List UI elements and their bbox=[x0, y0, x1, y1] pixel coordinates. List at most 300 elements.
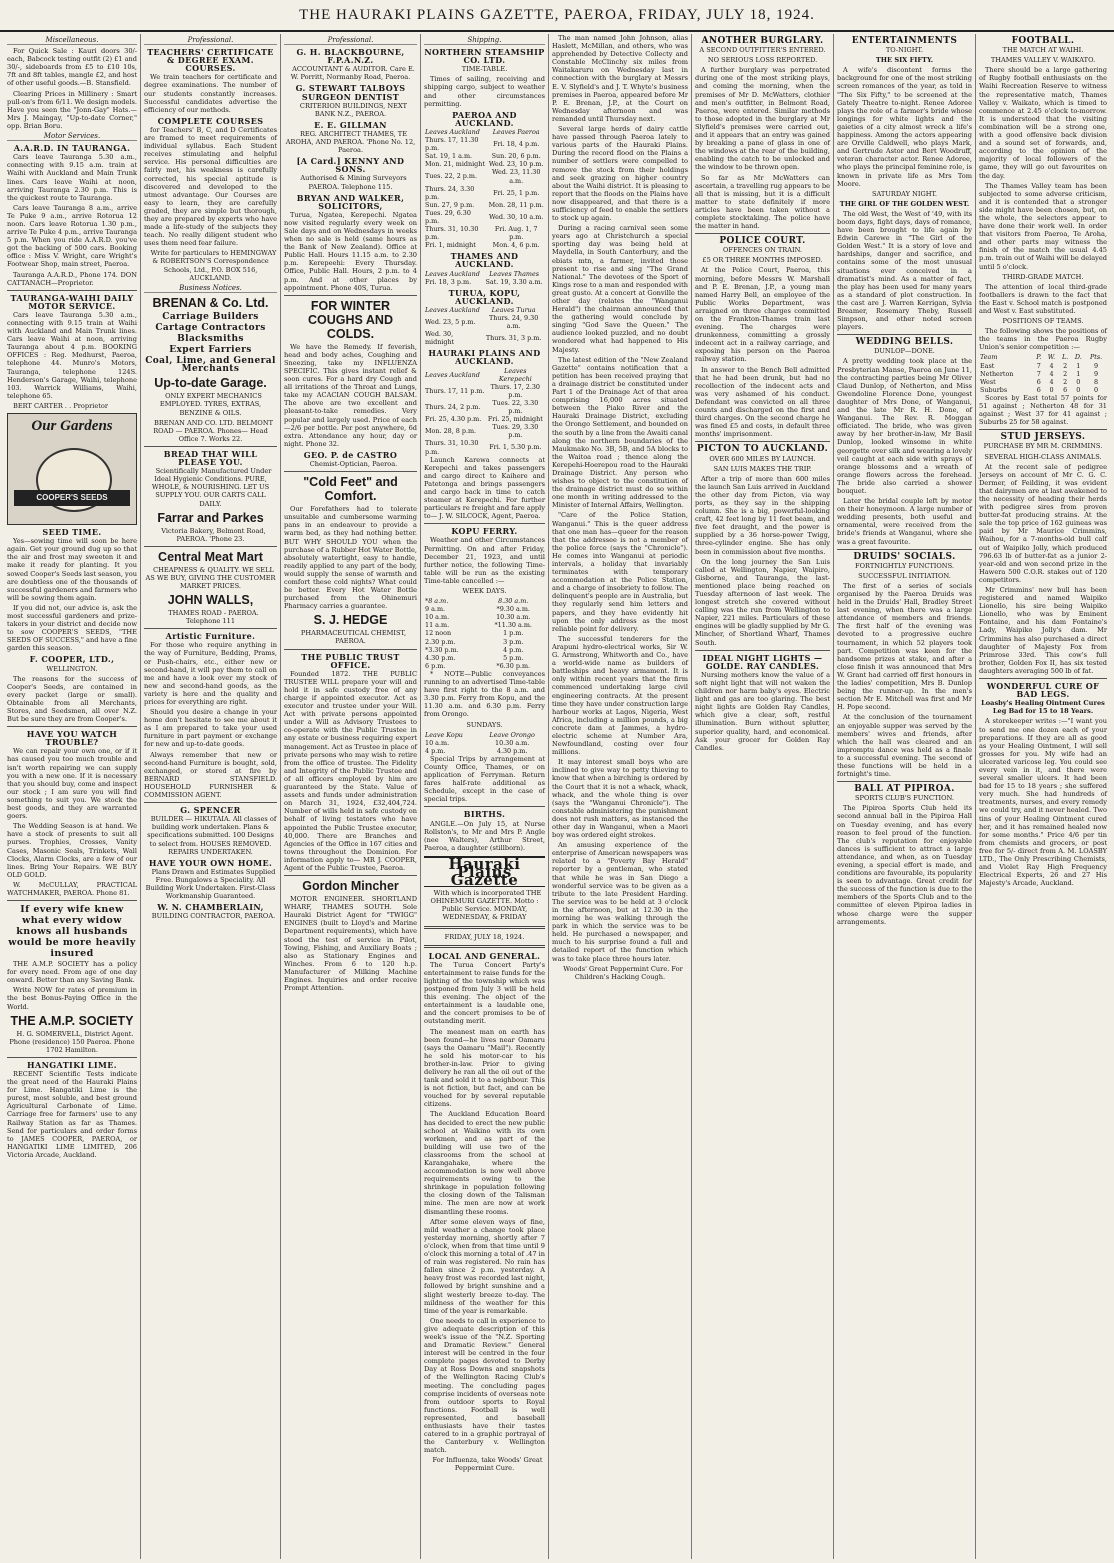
table-row bbox=[424, 605, 545, 613]
column-5 bbox=[549, 34, 692, 1559]
timetable bbox=[424, 731, 545, 755]
ad-text: Chemist-Optician, Paeroa. bbox=[309, 460, 398, 469]
table-row bbox=[424, 439, 545, 455]
article-text: There should be a large gathering of Rugby football enthusiasts on the Waihi Recreation Reserve to witness the representative match, Thames Valley v. Waikato, which is timed to commence at 2.45 o'clock to-morrow. It is understood that the visiting combination will be a strong one, with a good offensive back division and a sound set of forwards, and, according to the opinion of the majority of local followers of the game, they will go out favourites on the day. bbox=[979, 66, 1107, 180]
table-cell: 7 bbox=[1036, 361, 1041, 370]
ad-text: Write NOW for rates of premium in the best Bonus-Paying Office in the World. bbox=[7, 986, 137, 1011]
table-cell: Pts. bbox=[1089, 353, 1103, 362]
article-text: So far as Mr McWatters can ascertain, a travelling rug appears to be all that is missing, but it is a difficult matter to state definitely if more articles have been taken without a complete stocktaking. The police have the matter in hand. bbox=[695, 173, 830, 231]
table-cell: 4.30 p.m. bbox=[425, 653, 456, 662]
ad-heading: If every wife knew what every widow knows all husbands would be more heavily insured bbox=[8, 904, 136, 960]
timetable bbox=[424, 597, 545, 670]
ad-text: We train teachers for certificate and degree examinations. The number of our students constantly increases. Successful candidates advertise the efficiency of our methods. bbox=[144, 73, 277, 114]
table-cell: 8 bbox=[1094, 377, 1099, 386]
ad-heading: G. SPENCER bbox=[180, 805, 241, 816]
article-subheading: THIRD-GRADE MATCH. bbox=[1002, 272, 1084, 281]
table-cell: 9 bbox=[1094, 369, 1099, 378]
article-subheading: SAN LUIS MAKES THE TRIP. bbox=[713, 464, 812, 473]
ad-text: Cars leave Tauranga 5.30 a.m., connecting with 9.15 train at Waihi with Auckland and Main Trunk lines. Cars leave Waihi at noon, arriving Tauranga about 4 p.m. BOOKING OFFICES : Reg. Medhurst, Paeroa, telephone 44. Munro's Motors, Tauranga, telephone 124S. Henderson's Garage, Waihi, telephone 103. Warrick Williams, Waihi, telephone 65. bbox=[7, 310, 137, 400]
article-subheading: SUCCESSFUL INITIATION. bbox=[858, 571, 951, 580]
table-cell: Mon. 4, 6 p.m. bbox=[492, 241, 540, 250]
table-row bbox=[424, 423, 545, 439]
ad-text: THAMES ROAD - PAEROA. Telephone 111 bbox=[168, 609, 259, 626]
table-cell: D. bbox=[1074, 353, 1082, 362]
ad-heading: KOPU FERRY. bbox=[451, 526, 518, 537]
table-cell: Sun. 27, 9 p.m. bbox=[425, 200, 475, 209]
table-cell: Leaves Auckland bbox=[425, 305, 480, 314]
article-heading: LOCAL AND GENERAL. bbox=[428, 950, 541, 961]
table-header-row bbox=[424, 367, 545, 383]
table-cell: Leaves Thames bbox=[489, 269, 540, 278]
table-row bbox=[424, 399, 545, 415]
ad-heading: A.A.R.D. IN TAURANGA. bbox=[13, 143, 131, 154]
table-cell: 5 p.m. bbox=[503, 653, 524, 662]
ad-heading: THE A.M.P. SOCIETY bbox=[10, 1013, 134, 1028]
table-cell: Sun. 20, 6 p.m. bbox=[491, 152, 541, 161]
ad-text: Clearing Prices in Millinery : Smart pull-on's from 6/11. We design models. Have you seen the "Jonn-Gay" Hats.—Mrs J. Maingay, "Up-to-date Corner," opp. Brian Boru. bbox=[7, 89, 137, 130]
ad-text: Cars leave Tauranga 8 a.m., arrive Te Puke 9 a.m., arrive Rotorua 12 noon. Cars leave Rotorua 1.30 p.m., arrive Te Puke 4 p.m., arrive Tauranga 5 p.m. When you ride A.A.R.D. you've got the backing of 500 cars. Booking office : Miss V. Wright, care Wright's Footwear Shop, main street, Paeroa. bbox=[7, 203, 137, 269]
table-cell: Fri. 18, 3 p.m. bbox=[425, 277, 472, 286]
table-row bbox=[424, 662, 545, 670]
table-cell: Fri. 25, 1 p.m. bbox=[493, 188, 540, 197]
table-row bbox=[424, 383, 545, 399]
table-cell: 4 bbox=[1049, 369, 1054, 378]
column-1 bbox=[4, 34, 141, 1559]
article-heading: BALL AT PIPIROA. bbox=[854, 784, 955, 795]
table-cell: L. bbox=[1061, 353, 1069, 362]
article-subheading: A SECOND OUTFITTER'S ENTERED. bbox=[699, 46, 826, 55]
table-row bbox=[424, 621, 545, 629]
table-cell: 1 bbox=[1076, 369, 1081, 378]
timetable bbox=[424, 128, 545, 249]
ad-text: Founded 1872. THE PUBLIC TRUSTEE WILL prepare your will and hold it in safe custody free of any charge if appointed executor. Act as executor and trustee under your Will. Act with private persons appointed under a Will as Advisory Trustees to co-operate with the Public Trustee in any estate or business requiring expert management. Act as Trustee in place of private persons who may wish to retire from the office of trustee. The Fidelity and Integrity of the Public Trustee and of all officers employed by him are guaranteed by the State. Value of assets and funds under administration on March 31, 1924, £32,404,724. Number of wills held in safe custody on behalf of living testators who have appointed the Public Trustee executor, 40,000. There are Branches and Agencies of the Office in 167 cities and towns throughout the Dominion. For information apply to— MR J. COOPER, Agent of the Public Trustee, Paeroa. bbox=[284, 669, 417, 872]
table-cell: 6 bbox=[1036, 377, 1041, 386]
masthead: THE HAURAKI PLAINS GAZETTE, PAEROA, FRIDAY, JULY 18, 1924. bbox=[0, 0, 1114, 32]
table-row bbox=[979, 378, 1107, 386]
article-text: For Influenza, take Woods' Great Peppermint Cure. bbox=[432, 1456, 543, 1473]
article-heading: POLICE COURT. bbox=[719, 236, 806, 247]
table-cell: Fri. 18, 4 p.m. bbox=[493, 140, 540, 149]
article-heading: DRUIDS' SOCIALS. bbox=[853, 551, 956, 562]
ad-heading: W. N. CHAMBERLAIN, bbox=[157, 902, 264, 913]
ad-text: W. McCULLAY, PRACTICAL WATCHMAKER, PAEROA. Phone 81. bbox=[7, 880, 137, 897]
table-cell: *11.30 a.m. bbox=[494, 621, 532, 630]
table-row bbox=[424, 136, 545, 152]
ad-heading: BRENAN & Co. Ltd. bbox=[152, 295, 269, 310]
timetable bbox=[424, 270, 545, 286]
table-cell: *6.30 p.m. bbox=[496, 661, 531, 670]
table-row bbox=[424, 225, 545, 241]
article-subheading: DUNLOP—DONE. bbox=[874, 347, 935, 356]
table-cell: 6 p.m. bbox=[425, 661, 446, 670]
logo-title: Our Gardens bbox=[31, 418, 113, 435]
article-text: Later the bridal couple left by motor on their honeymoon. A large number of wedding presents, both useful and ornamental, were received from the bride's friends at Wanganui, where she was a great favourite. bbox=[837, 497, 972, 546]
table-cell: 6 bbox=[1063, 385, 1068, 394]
article-heading: FOOTBALL. bbox=[1011, 36, 1075, 46]
ad-heading: Artistic Furniture. bbox=[165, 631, 256, 642]
ad-text: ACCOUNTANT & AUDITOR. Care E. W. Porritt, Normanby Road, Paeroa. bbox=[290, 65, 415, 82]
table-row bbox=[424, 201, 545, 209]
ad-line: Expert Farriers bbox=[169, 345, 252, 356]
table-cell: Thurs. 24, 3.30 p.m. bbox=[425, 184, 475, 201]
ad-text: BERT CARTER . . Proprietor bbox=[13, 401, 109, 410]
table-cell: Thurs. 31, 3 p.m. bbox=[485, 334, 542, 343]
ad-heading: HAVE YOUR OWN HOME. bbox=[148, 857, 273, 868]
ad-heading: THAMES AND AUCKLAND. bbox=[450, 251, 519, 270]
article-subheading: SEVERAL HIGH-CLASS ANIMALS. bbox=[984, 452, 1102, 461]
ad-text: Always remember that new or second-hand Furniture is bought, sold, exchanged, or stored at fire by BERNARD STANSFIELD. HOUSEHOLD FURNISHER & COMMISSION AGENT. bbox=[144, 750, 277, 800]
ad-heading: Farrar and Parkes bbox=[157, 510, 264, 525]
table-cell: 4 p.m. bbox=[425, 746, 446, 755]
ad-heading: Central Meat Mart bbox=[158, 549, 263, 564]
ad-text: MOTOR ENGINEER. SHORTLAND WHARF, THAMES SOUTH. Sole Hauraki District Agent for "TWIGG" ENGINES (built to Lloyd's and Marine Department requirements), which have stood the test of service in Pilot, Towing, Fishing, and Auxiliary Boats ; also as Stationary Engines and Winches. From 6 to 120 h.p. Manufacturer of Milking Machine Engines. Inquiries and order receive Prompt Attention. bbox=[284, 895, 417, 993]
table-row bbox=[424, 330, 545, 346]
ad-line: Blacksmiths bbox=[177, 334, 244, 344]
table-cell: W. bbox=[1047, 353, 1056, 362]
table-cell: East bbox=[980, 361, 995, 370]
table-cell: Leaves Auckland bbox=[425, 127, 480, 136]
article-heading: PICTON TO AUCKLAND. bbox=[696, 444, 829, 455]
article-text: The man named John Johnson, alias Haslett, McMillan, and others, who was apprehended by Detective Collecty and Constable McClinchy six miles from Waitakaruru on Wednesday last in connection with the burglary at Messrs E. V. Slyfield's and J. T. Whyte's business premises in Paeroa, appeared before Mr P. E. Brenan, J.P., at the Court on Wednesday afternoon and was remanded until Thursday next. bbox=[552, 34, 688, 123]
ad-text: With which is incorporated THE OHINEMURI GAZETTE. Motto : Public Service. MONDAY, WEDNESDAY, & FRIDAY bbox=[430, 889, 542, 922]
table-row bbox=[979, 362, 1107, 370]
table-cell: Sat. 19, 1 a.m. bbox=[425, 152, 473, 161]
table-cell: *8 a.m. bbox=[425, 597, 449, 606]
ad-text: Scientifically Manufactured Under Ideal Hygienic Conditions. PURE, WHOLE, & NOURISHING. LET US SUPPLY YOU. OUR CARTS CALL DAILY. bbox=[151, 467, 272, 508]
section-heading: Professional. bbox=[284, 36, 417, 45]
ad-text: Authorised & Mining Surveyors PAEROA. Telephone 115. bbox=[300, 174, 407, 191]
timetable bbox=[424, 306, 545, 346]
article-heading: IDEAL NIGHT LIGHTS — GOLDE. RAY CANDLES. bbox=[702, 652, 823, 671]
column-4 bbox=[421, 34, 549, 1559]
article-subheading: OVER 600 MILES BY LAUNCH. bbox=[709, 454, 816, 463]
ad-heading: [A Card.] KENNY AND SONS. bbox=[296, 156, 405, 175]
ad-heading: TURUA, KOPU, AUCKLAND. bbox=[448, 287, 521, 306]
section-heading: Motor Services. bbox=[7, 132, 137, 141]
table-cell: 9 bbox=[1094, 361, 1099, 370]
timetable bbox=[424, 367, 545, 456]
article-subheading: POSITIONS OF TEAMS. bbox=[1002, 317, 1084, 326]
column-7 bbox=[834, 34, 976, 1559]
ad-heading: E. E. GILLMAN bbox=[314, 119, 387, 130]
article-text: The latest edition of the "New Zealand Gazette" contains notification that a petition has been received praying that a drainage district be constituted under Part 1 of the Drainage Act of that area comprising 16,000 acres situated between the Piako River and the Hauraki Drainage District, excluding the Orongo Settlement, and bounded on the south by a line from the Awaiti canal along the northern boundaries of the Maukmako No. 3B, 5B, and 5A blocks to the Waitoa road ; thence along the Kerepehi-Hoerepou road to the Hauraki Drainage District. Any person who wishes to object to the constitution of the drainage district must do so within one month in writing addressed to the Minister of Internal Affairs, Wellington. bbox=[552, 355, 688, 510]
table-cell: Leaves Turua bbox=[491, 305, 536, 314]
article-text: Mr Crimmins' new bull has been registered and named Waipiko Lionello, his sire being Waipiko Lionello, who was by Eminent Fontaine, and his dam Fontaine's Lady, Waipiko Jolly's dam. Mr Crimmins has also purchased a direct daughter of Majesty Fox from Primrose 33rd. This cow's full brother, Golden Fox II, has six tested daughters averaging 500 lb of fat. bbox=[979, 586, 1107, 675]
ad-text: Cars leave Tauranga 5.30 a.m., connecting with 9.15 a.m. train at Waihi with Auckland and Main Trunk lines. Cars leave Waihi at noon, arriving Tauranga 2.30 p.m. This is the quickest route to Tauranga. bbox=[7, 153, 137, 202]
table-cell: 2 bbox=[1063, 369, 1068, 378]
table-cell: Mon. 28, 8 p.m. bbox=[425, 427, 477, 436]
table-row bbox=[424, 168, 545, 184]
ad-text: Plans Drawn and Estimates Supplied Free. Bungalows a Speciality. All Building Work Undertaken. First-Class Workmanship Guaranteed. bbox=[145, 867, 276, 901]
table-row bbox=[424, 613, 545, 621]
gazette-nameplate: Hauraki Plains Gazette bbox=[424, 856, 545, 887]
ad-text: Write for particulars to HEMINGWAY & ROBERTSON'S Correspondence Schools, Ltd., P.O. BOX 516, AUCKLAND. bbox=[150, 249, 277, 282]
section-heading: Miscellaneous. bbox=[7, 36, 137, 45]
article-text: The first of a series of socials organised by the Paeroa Druids was held in the Druids' Hall, Bradley Street last evening, when there was a large attendance of members and friends. The first half of the evening was devoted to a progressive euchre tournament, in which 52 players took part. Competition was keen for the handsome prizes at stake, and after a close finish it was announced that Mrs W. Grant had carried off first honours in the ladies' competition, Mrs B. Dunlop being the runner-up. In the men's section Mr E. Mitchell was first and Mr H. Pope second. bbox=[837, 581, 972, 712]
table-cell: 2 bbox=[1063, 377, 1068, 386]
ad-heading: COMPLETE COURSES bbox=[157, 115, 264, 126]
table-header-row bbox=[424, 597, 545, 605]
table-cell: 1 bbox=[1076, 361, 1081, 370]
table-cell: Mon. 21, midnight bbox=[425, 160, 485, 169]
ad-text: Should you desire a change in your home don't hesitate to see me about it as I am prepared to take your used furniture in part payment or exchange for new and up-to-date goods. bbox=[144, 708, 277, 749]
ad-subheading: TIME-TABLE. bbox=[461, 65, 508, 74]
ad-text: Weather and other Circumstances Permitting. On and after Friday, December 21, 1923, and until further notice, the following Time-table will be run as the existing Time-table cancelled :— bbox=[424, 536, 545, 585]
article-subheading: SPORTS CLUB'S FUNCTION. bbox=[855, 794, 954, 803]
article-text: An amusing experience of the enterprise of American newspapers was related to a "Poverty Bay Herald" reporter by a gentleman, who stated that while he was in San Diego a wonderful service was to be given as a tribute to the late President Harding. The service was to be held at 3 o'clock in the afternoon, but at 12.30 in the morning he was walking through the park in which the service was to be held. He purchased a newspaper, and much to his surprise found a full and detailed report of the function which was to take place three hours later. bbox=[552, 841, 688, 963]
ad-heading: BRYAN AND WALKER, SOLICITORS, bbox=[296, 192, 405, 211]
ad-text: The Wedding Season is at hand. We have a stock of presents to suit all purses. Trophies, Crosses, Vanity Cases, Masonic Seals, Trinkets, Wall Clocks, Alarm Clocks, are a few of our lines. Bring Your Repairs. WE BUY OLD GOLD. bbox=[7, 822, 137, 879]
table-cell: 12 noon bbox=[425, 629, 452, 638]
table-cell: 2.30 p.m. bbox=[425, 637, 456, 646]
issue-date: FRIDAY, JULY 18, 1924. bbox=[444, 932, 525, 941]
ad-text: BUILDING CONTRACTOR, PAEROA. bbox=[151, 912, 276, 921]
column-2 bbox=[141, 34, 281, 1559]
ad-text: CRITERION BUILDINGS, NEXT BANK N.Z., PAEROA. bbox=[299, 101, 408, 118]
table-cell: Tues. 22, 3.30 p.m. bbox=[492, 398, 539, 416]
ad-text: CHEAPNESS & QUALITY. WE SELL AS WE BUY, GIVING THE CUSTOMER MARKET PRICES. bbox=[145, 565, 276, 590]
table-cell: Leaves Paeroa bbox=[492, 127, 540, 136]
table-cell: *3.30 p.m. bbox=[425, 645, 459, 654]
ad-text: REG. ARCHITECT THAMES, TE AROHA, AND PAEROA. 'Phone No. 12, Paeroa. bbox=[285, 129, 416, 155]
ad-heading: BREAD THAT WILL PLEASE YOU. bbox=[163, 448, 258, 468]
ad-heading: GEO. P. de CASTRO bbox=[303, 449, 398, 460]
article-text: A further burglary was perpetrated during one of the most striking plays, and coming the morning, when the premises of Mr D. McWatters, clothier and men's outfitter, in Belmont Road, Paeroa, were entered. Similar methods to those adopted in the burglary at Mr Slyfield's premises were carried out, and it appears that an entry was gained by breaking a pane of glass in one of the windows at the rear of the building, enabling the catch to be unlocked and the window to be thrown open. bbox=[695, 66, 830, 172]
table-cell: Leave Orongo bbox=[489, 730, 535, 739]
table-row bbox=[424, 415, 545, 423]
table-header-row bbox=[424, 306, 545, 314]
table-cell: 7 bbox=[1036, 369, 1041, 378]
ad-heading: HANGATIKI LIME. bbox=[27, 1059, 117, 1070]
table-cell: Thurs. 31, 10.30 p.m. bbox=[425, 225, 479, 242]
ad-heading: PAEROA AND AUCKLAND. bbox=[452, 109, 517, 128]
ad-heading: "Cold Feet" and Comfort. bbox=[303, 475, 398, 504]
ad-text: * NOTE—Public conveyances running to an advertised Time-table have first right to the 8 a.m. and 3.30 p.m. Ferry from Kopu, and the 11.30 a.m. and 6.30 p.m. Ferry from Orongo. bbox=[424, 669, 545, 719]
ad-text: PHARMACEUTICAL CHEMIST, PAEROA. bbox=[300, 629, 407, 646]
ad-heading: G. STEWART TALBOYS SURGEON DENTIST bbox=[295, 83, 406, 102]
article-text: The Thames Valley team has been subjected to some adverse criticism, and it is contended that a stronger side might have been chosen, but, on the whole, the selectors appear to have done their work well. In order that visitors from Paeroa, Te Aroha, and other parts may witness the finish of the match the usual 4.45 p.m. train out of Waihi will be delayed until 5 o'clock. bbox=[979, 181, 1107, 271]
table-cell: Leaves Auckland bbox=[425, 370, 480, 379]
article-text: Scores by East total 57 points for 51 against ; Netherton 48 for 31 against ; West 37 for 41 against ; Suburbs 25 for 58 against. bbox=[979, 393, 1107, 427]
article-text: During a racing carnival seen some years ago at Christchurch a special sporting day was being held at Maydella, in South Canterbury, and the ebiats mtn, a farmer, invited those present to rise and sing "The Grand National." The devotees of the Sport of Kings rose to a man and responded with great gusto. At a concert at Gonville the other day (relates the "Wanganui Herald") the chairman announced that the gathering would conclude by singing "God Save the Queen." The audience looked puzzled, and no doubt wondered what had happened to His Majesty. bbox=[552, 224, 688, 354]
table-cell: Thurs. 24, 9.30 a.m. bbox=[488, 314, 539, 331]
table-cell: *9.30 a.m. bbox=[496, 605, 530, 614]
ad-line: Carriage Builders bbox=[162, 311, 259, 322]
ad-text: Launch Karewa connects at Kerepechi and takes passengers and cargo direct to Kaihere and Patetonga and brings passengers and cargo back in time to catch steamer at Kerepechi. For further particulars re freight and fare apply to— J. W. SILCOCK, Agent, Paeroa. bbox=[424, 455, 545, 521]
table-cell: Fri. 25, midnight bbox=[487, 415, 543, 424]
ad-text: We can repair your own one, or if it has caused you too much trouble and isn't worth repairing we can supply you with a new one. If it is necessary that you should buy, come and inspect our stock ; I am sure you will find something to suit you. We stock the best goods, and they are warranted goers. bbox=[7, 747, 137, 821]
section-heading: Shipping. bbox=[424, 36, 545, 45]
table-cell: 10 a.m. bbox=[425, 613, 450, 622]
ad-text: Times of sailing, receiving and shipping cargo, subject to weather and other circumstances permitting. bbox=[424, 75, 545, 108]
table-cell: Sat. 19, 3.30 a.m. bbox=[485, 277, 543, 286]
table-cell: Thurs. 24, 2 p.m. bbox=[425, 402, 481, 411]
table-row bbox=[979, 370, 1107, 378]
ad-heading: NORTHERN STEAMSHIP CO. LTD. bbox=[424, 47, 545, 66]
table-cell: 1 p.m. bbox=[503, 629, 524, 638]
article-heading: WEDDING BELLS. bbox=[855, 337, 954, 348]
table-cell: 0 bbox=[1049, 385, 1054, 394]
ad-text: THE A.M.P. SOCIETY has a policy for every need. From age of one day onward. Better than any Saving Bank. bbox=[7, 960, 137, 985]
section-heading: Business Notices. bbox=[144, 284, 277, 293]
article-text: Several large herds of dairy cattle have passed through Paeroa lately to various parts of the Hauraki Plains. During the record flood on the Plains a number of settlers were compelled to remove the stock from their holdings and seek grazing on higher country about the Waihi district. It is pleasing to report that the floods on the Plains have now disappeared, and that there is a sufficiency of feed to enable the settlers to stock up again. bbox=[552, 125, 688, 223]
article-text: "Care of the Police Station, Wanganui." This is the queer address that one man has—queer for the reason that the addressee is not a member of the police force (says the "Chronicle"). He comes into Wanganui at periodic intervals, a holiday that invariably terminates with temporary accommodation at the Police Station, and a charge of insobriety to follow. The delinquent's people are in Australia, but they regularly send him letters and papers, and they have evidently hit upon the only address as the most reliable point for delivery. bbox=[552, 511, 688, 633]
article-text: The Auckland Education Board has decided to erect the new public school at Waikino with its own workmen, and as part of the building will use two of the classrooms from the school at Karangahake, where the accommodation is now well above requirements owing to the shrinkage in population following the closing down of the Talisman mine. The men are now at work dismantling these rooms. bbox=[424, 1110, 545, 1216]
ad-subheading: WELLINGTON. bbox=[46, 664, 98, 673]
ad-text: Our Forefathers had to tolerate unsuitable and cumbersome warming pans in an endeavour to provide a warm bed, as they had nothing better. BUT WHY SHOULD YOU when the purchase of a Rubber Hot Water Bottle, absolutely watertight, easy to handle, readily applied to any part of the body, would supply the sense of warmth and comfort these cold nights? What could be better. Every Hot Water Bottle purchased from the Ohinemuri Pharmacy carries a guarantee. bbox=[284, 505, 417, 611]
table-cell: Thurs. 17, 11 p.m. bbox=[425, 386, 485, 395]
ad-heading: HAVE YOU WATCH TROUBLE? bbox=[26, 729, 118, 748]
table-cell: Fri. 25, 4.30 p.m. bbox=[425, 415, 482, 424]
table-cell: Suburbs bbox=[980, 385, 1008, 394]
article-heading: WONDERFUL CURE OF BAD LEGS. bbox=[986, 681, 1100, 700]
article-text: One needs to call in experience to give adequate description of this week's issue of the "N.Z. Sporting and Dramatic Review." General interest will be centred in the four complete pages devoted to Derby Day at Ross Downs and snapshots of the Wellington Racing Club's meeting. The concluding pages comprise incidents of overseas note from outdoor sports to Royal functions. Football is well represented, and baseball enthusiasts have their tastes catered to in a graphic portrayal of the Canterbury v. Wellington match. bbox=[424, 1316, 545, 1455]
table-header-row bbox=[424, 128, 545, 136]
table-row bbox=[424, 185, 545, 201]
ad-heading: TAURANGA-WAIHI DAILY MOTOR SERVICE. bbox=[10, 292, 134, 311]
article-text: A storekeeper writes :—"I want you to send me one dozen each of your preparations. If they are all as good as your Healing Ointment, I will sell grosses for you. My wife had an ulcerated varicose leg. You could see every vein in it, and there were several smaller ulcers. It had been bad for 15 to 18 years ; she suffered very much. She had hundreds of treatments, nurses, and every remedy we could try, and it never healed. Two tins of your Healing Ointment cured her, and it has remained healed now for some months." Price 4/6 per tin from chemists and grocers, or post free for 5/- direct from A. M. LOASBY LTD., The Only Prescribing Chemists, and Violet Ray High Frequency Electrical Experts, 26 and 27 His Majesty's Arcade, Auckland. bbox=[979, 717, 1107, 888]
article-subheading: NO SERIOUS LOSS REPORTED. bbox=[707, 56, 818, 65]
article-text: The old West, the West of '49, with its boom days, fight days, days of romance, have been brought to life again by Edwin Carewe in "The Girl of the Golden West." It is a story of love and hardships, danger and sacrifice, and contains some of the most unusual situations ever conceived in a dramatist's mind. As a matter of fact, the play has been used for many years as a standard of plot construction. In the cast are J. Warren Kerrigan, Sylvia Breamer, Rosemary Theby, Russell Simpson, and other noted screen players. bbox=[837, 209, 972, 332]
table-cell: Wed. 23, 11.30 a.m. bbox=[491, 168, 541, 185]
article-subheading: THE MATCH AT WAIHI. bbox=[1002, 46, 1084, 55]
table-row bbox=[979, 386, 1107, 394]
article-subheading: SATURDAY NIGHT. bbox=[872, 189, 937, 198]
article-text: At the Police Court, Paeroa, this morning, before Messrs W. Marshall and P. E. Brenan, J.P., a young man named Harry Bell, an employee of the Public Works Department, was arraigned on three charges committed on the Frankton-Thames train last evening. The charges were drunkenness, committing a grossly indecent act in a railway carriage, and exposing his person on the Paeroa railway station. bbox=[695, 266, 830, 364]
table-row bbox=[424, 278, 545, 286]
ad-text: BRENAN AND CO. LTD. BELMONT ROAD — PAEROA. Phones— Head Office 7. Works 22. bbox=[153, 418, 274, 443]
article-text: It may interest small boys who are inclined to give way to petty thieving to know that when a birching is ordered by the Court that it is not a whack, whack, whack, and the whole thing is over (says the "Wanganui Chronicle"). The constable administering the punishment does not rush matters, as instanced the other day in Wanganui, when a Maori boy was ordered eight strokes. bbox=[552, 758, 688, 840]
table-cell: 8.30 a.m. bbox=[498, 597, 529, 606]
column-3 bbox=[281, 34, 421, 1559]
table-cell: 11 a.m. bbox=[425, 621, 450, 630]
logo-band: COOPER'S SEEDS bbox=[14, 490, 130, 506]
table-cell: Leaves Auckland bbox=[425, 269, 480, 278]
article-text: The following shows the positions of the teams in the Paeroa Rugby Union's senior competition :— bbox=[979, 327, 1107, 352]
table-header-row bbox=[424, 731, 545, 739]
ad-heading: G. H. BLACKBOURNE, F.P.A.N.Z. bbox=[296, 47, 405, 66]
competition-table bbox=[979, 353, 1107, 393]
table-cell: Thurs. 31, 10.30 p.m. bbox=[425, 439, 479, 456]
table-cell: 0 bbox=[1076, 385, 1081, 394]
table-row bbox=[424, 209, 545, 225]
ad-heading: Gordon Mincher bbox=[302, 879, 399, 894]
ad-heading: HAURAKI PLAINS AND AUCKLAND. bbox=[428, 348, 541, 367]
ad-line: Coal, Lime, and General Merchants bbox=[145, 356, 276, 375]
newspaper-page bbox=[4, 34, 1110, 1559]
table-header-row bbox=[979, 353, 1107, 361]
table-cell: P. bbox=[1036, 353, 1042, 362]
ad-text: ONLY EXPERT MECHANICS EMPLOYED. TYRES, EXTRAS, BENZINE & OILS. bbox=[159, 392, 262, 417]
table-header-row bbox=[424, 270, 545, 278]
table-cell: Wed. 30, 10 a.m. bbox=[489, 212, 544, 221]
ad-line: Cartage Contractors bbox=[155, 322, 266, 333]
table-row bbox=[424, 638, 545, 646]
ad-text: H. G. SOMERVELL, District Agent. Phone (residence) 150 Paeroa. Phone 1702 Hamilton. bbox=[9, 1029, 135, 1054]
article-text: A wife's discontent forms the background for one of the most striking screen romances of the year, as told in "The Six Fifty," to be screened at the Gately Theatre to-night. Renee Adoree plays the role of a farmer's bride whose longings for white lights and the gaieties of a city almost wreck a life's happiness. Among the actors appearing are Orville Caldwell, who plays Mark, and Gertrude Astor and Bert Woodruff, veteran character actor. Renee Adoree, who plays the principal feminine role, is known in private life as Mrs Tom Moore. bbox=[837, 66, 972, 188]
ad-text: Victoria Bakery, Belmont Road, PAEROA. 'Phone 23. bbox=[161, 526, 266, 543]
table-cell: Wed. 30, midnight bbox=[425, 330, 455, 347]
ad-text: BUILDER — HIKUTAIA. All classes of building work undertaken. Plans & specifications submitted. 100 Designs to select from. HOUSES REMOVED. REPAIRS UNDERTAKEN. bbox=[147, 815, 277, 856]
table-cell: 0 bbox=[1076, 377, 1081, 386]
table-cell: 0 bbox=[1094, 385, 1099, 394]
ad-heading: THE PUBLIC TRUST OFFICE. bbox=[301, 651, 400, 670]
ad-text: If you did not, our advice is, ask the most successful gardeners and prize-takers in your district and decide now to sow COOPER'S SEEDS, "THE SEEDS OF SUCCESS," and have a fine garden this season. bbox=[7, 603, 137, 653]
table-cell: Thurs. 17, 11.30 p.m. bbox=[425, 136, 479, 153]
ad-heading: JOHN WALLS, bbox=[167, 593, 254, 608]
table-cell: 9 a.m. bbox=[425, 605, 446, 614]
table-cell: 10.30 a.m. bbox=[495, 738, 530, 747]
ad-heading: BIRTHS. bbox=[463, 809, 506, 820]
article-text: The successful tenderers for the Arapuni hydro-electrical works, Sir W. G. Armstrong, Whitworth and Co., have a world-wide name as builders of battleships and heavy armament. It is only within recent years that the firm commenced undertaking large civil engineering contracts. At the present time they have under construction large harbour works at Lagos, Nigeria, West Africa, including a million pounds, a big concrete dam at Jammes, a hydro-electric scheme at Number Ara, Newfoundland, costing over four millions. bbox=[552, 634, 688, 757]
table-cell: 4.30 p.m. bbox=[496, 746, 528, 755]
table-cell: Fri. 1, midnight bbox=[425, 241, 476, 250]
table-cell: 10 a.m. bbox=[425, 738, 450, 747]
ad-subheading: SUNDAYS. bbox=[466, 720, 503, 729]
table-cell: Wed. 23, 5 p.m. bbox=[425, 318, 476, 327]
table-cell: 4 bbox=[1049, 361, 1054, 370]
table-cell: 6 bbox=[1036, 385, 1041, 394]
article-subheading: FORTNIGHTLY FUNCTIONS. bbox=[855, 561, 954, 570]
table-row bbox=[424, 646, 545, 654]
article-text: After some eleven ways of fine, mild weather a change took place yesterday morning, shortly after 7 o'clock, when from that time until 9 o'clock this morning a total of .47 in of rain was registered. No rain has fallen since 2 p.m. yesterday. A heavy frost was recorded last night, followed by bright sunshine and a slight westerly breeze to-day. The mildness of the weather for this time of the year is remarkable. bbox=[424, 1217, 545, 1315]
article-text: The Turua Concert Party's entertainment to raise funds for the lighting of the township which was postponed from July 3 will be held this evening. The object of the entertainment is a laudable one, and the concert promises to be of outstanding merit. bbox=[424, 960, 545, 1026]
article-subheading: THE GIRL OF THE GOLDEN WEST. bbox=[839, 199, 970, 208]
table-cell: 4 p.m. bbox=[503, 645, 524, 654]
table-cell: Leaves Kerepechi bbox=[498, 366, 532, 383]
ad-text: For those who require anything in the way of Furniture, Bedding, Prams, or Push-chairs, etc., either new or second-hand, it will pay them to call on me and have a look over my stock of new and second-hand goods, as the variety is here and the quality and prices for everything are right. bbox=[144, 641, 277, 706]
ad-text: For Quick Sale : Kauri doors 30/- each, Babcock testing outfit (2) £1 and 30/-, sideboards from £5 to £10 10s, 7ft and 8ft tables, mangle £2, and host of other useful goods.—B. Stansfield. bbox=[7, 47, 137, 88]
article-heading: ENTERTAINMENTS bbox=[851, 36, 958, 46]
section-heading: Professional. bbox=[144, 36, 277, 45]
table-cell: Leave Kopu bbox=[425, 730, 463, 739]
table-cell: Fri. Aug. 1, 7 p.m. bbox=[494, 225, 538, 242]
table-cell: 3 p.m. bbox=[503, 637, 524, 646]
ad-text: Turua, Ngatea, Kerepechi. Ngatea now visited regularly every week on Sale days and on Wednesdays in weeks when no sale is held (same hours as the Bank of New Zealand). Office at Public Hall. Hours 11.15 a.m. to 2.30 p.m. Kerepeehi: Every Thursday. Office, Public Hall. Hours, 2 p.m. to 4 p.m. And at other places by appointment. Phone 40S, Turua. bbox=[284, 210, 417, 292]
table-row bbox=[424, 160, 545, 168]
table-row bbox=[424, 747, 545, 755]
article-subheading: PURCHASE BY MR M. CRIMMINS. bbox=[983, 442, 1103, 451]
ad-text: for Teachers' B, C, and D Certificates are framed to meet requirements of individual syllabus. Each Student receives stimulating and helpful service. His personal difficulties are fairly met, his weakness is carefully corrected, his special aptitude is discovered and developed to the utmost advantage. Our Courses are easy to learn, they are carefully graded, they are simple but thorough, they are prepared by experts who have made a life-study of the subjects they teach. No really diligent student who uses them need fear failure. bbox=[144, 125, 277, 248]
table-cell: Wed. 23, 10 p.m. bbox=[488, 160, 544, 169]
table-row bbox=[424, 654, 545, 662]
ad-text: RECENT Scientific Tests indicate the great need of the Hauraki Plains for Lime. Hangatiki Lime is the purest, most soluble, and best ground Agricultural Carbonate of Lime. Carriage free for farmers' use to any Railway Station as far as Thames. Send for particulars and order forms to JAMES COOPER, PAEROA, or HANGATIKI LIME LIMITED, 206 Victoria Arcade, Auckland. bbox=[7, 1070, 137, 1159]
ad-heading: Up-to-date Garage. bbox=[154, 376, 267, 391]
article-text: A pretty wedding took place at the Presbyterian Manse, Paeroa on June 11, the contracting parties being Mr Oliver Claud Dunlop, of Netherton, and Miss Gwendoline Florence Done, youngest daughter of Mrs Done, of Wanganui, and the late Mr R. H. Done, of Wanganui. The Rev. R. Moggan officiated. The bride, who was given away by her brother-in-law, Mr Basil Dunlop, looked winsome in white georgette over silk and wearing a lovely veil caught at each side with sprays of orange blossoms and a wreath of orange flowers across the forehead. The bride also carried a shower bouquet. bbox=[837, 357, 972, 495]
article-subheading: TO-NIGHT. bbox=[885, 46, 924, 55]
article-text: Woods' Great Peppermint Cure. For Children's Hacking Cough. bbox=[563, 964, 683, 981]
column-8 bbox=[976, 34, 1110, 1559]
table-row bbox=[424, 241, 545, 249]
ad-heading: SEED TIME. bbox=[42, 527, 102, 538]
table-cell: 10.30 a.m. bbox=[496, 613, 531, 622]
ad-text: Special Trips by arrangement at County Office, Thames, or on application of Ferryman. Return fares half-rate additional as Schedule, except in the case of special trips. bbox=[424, 754, 545, 804]
ad-subheading: WEEK DAYS. bbox=[462, 587, 507, 595]
ad-text: The reasons for the success of Cooper's Seeds, are contained in every packet (large or small). Obtainable from all Merchants, Stores, and Seedsmen, all over N.Z. But be sure they are from Cooper's. bbox=[7, 674, 137, 724]
ad-text: Tauranga A.A.R.D., Phone 174. DON CATTANACH—Proprietor. bbox=[7, 270, 137, 287]
table-cell: Tues. 29, 3.30 p.m. bbox=[492, 423, 539, 440]
table-row bbox=[424, 629, 545, 637]
article-subheading: THE SIX FIFTY. bbox=[875, 56, 934, 65]
table-cell: West bbox=[980, 377, 996, 386]
ad-text: We have the Remedy. If feverish, head and body aches, Coughing and Sneezing, take my INFLUENZA SPECIFIC. This gives instant relief & soon cures. For a hard dry Cough and all irritations of the Throat and Lungs, take my ACACIAN COUGH BALSAM. The above are two excellent and pleasant-to-take remedies. Very popular and largely used. Price of each—2/6 per bottle. Per post anywhere, 6d extra. Attendance any hour, day or night. Phone 32. bbox=[284, 342, 417, 448]
article-text: Nursing mothers know the value of a soft night light that will not waken the children nor harm baby's eyes. Electric light and gas are too glaring. The best night lights are Golden Ray Candles, which give a clear, soft, restful illumination. Burn without splutter, superior quality, hard, and economical. Ask your grocer for Golden Ray Candles. bbox=[695, 670, 830, 752]
article-subheading: Loasby's Healing Ointment Cures Leg Bad for 15 to 18 Years. bbox=[981, 699, 1105, 716]
table-row bbox=[424, 739, 545, 747]
article-subheading: THAMES VALLEY V. WAIKATO. bbox=[990, 56, 1096, 65]
article-subheading: OFFENCES ON TRAIN. bbox=[722, 246, 803, 255]
table-row bbox=[424, 314, 545, 330]
